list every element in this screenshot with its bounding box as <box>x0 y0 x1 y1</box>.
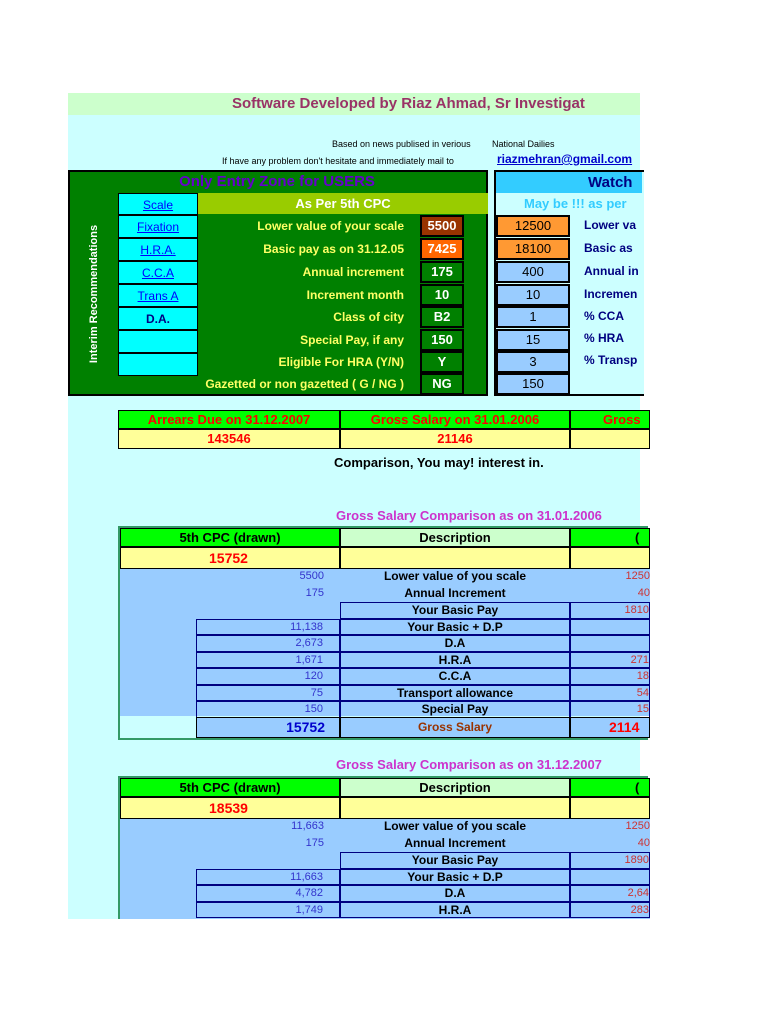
label-increment-month: Increment month <box>306 288 404 302</box>
gross-next-value <box>570 429 650 449</box>
gross-next-header: Gross <box>570 410 650 429</box>
comp2-total-right <box>570 797 650 819</box>
comp2-col-left: 5th CPC (drawn) <box>120 778 340 797</box>
comp2-row-value-left: 4,782 <box>196 885 340 902</box>
side-label: Interim Recommendations <box>88 224 100 364</box>
comp1-row-description: D.A <box>340 635 570 652</box>
comp1-row-value-left: 150 <box>196 701 340 718</box>
label-lower-value: Lower value of your scale <box>257 219 404 233</box>
comp2-row-value-right: 283 <box>570 902 650 919</box>
label-gazetted: Gazetted or non gazetted ( G / NG ) <box>205 377 404 391</box>
input-eligible-hra[interactable]: Y <box>420 351 464 373</box>
comp1-gross-left: 15752 <box>196 717 340 738</box>
comp1-row-value-right: 271 <box>570 652 650 669</box>
comp1-row-description: Your Basic + D.P <box>340 619 570 636</box>
comp1-row-value-right: 18 <box>570 668 650 685</box>
comp1-col-mid: Description <box>340 528 570 547</box>
comp1-row-value-left <box>120 602 340 619</box>
comp1-row-value-right: 40 <box>637 586 650 599</box>
note-line-1a: Based on news publised in verious <box>332 139 471 149</box>
comp2-row-description: Your Basic Pay <box>340 852 570 869</box>
comp1-row-value-right <box>570 635 650 652</box>
comp1-row-description: Transport allowance <box>340 685 570 702</box>
comp2-row-value-left: 175 <box>305 836 324 849</box>
watch-header: Watch <box>496 172 642 193</box>
da-link[interactable]: D.A. <box>118 307 198 330</box>
comp1-row-description: Your Basic Pay <box>340 602 570 619</box>
comp1-row-value-right <box>570 619 650 636</box>
watch-label-cca: % CCA <box>584 309 625 323</box>
comp1-row-value-left: 11,138 <box>196 619 340 636</box>
blank-link-2[interactable] <box>118 353 198 376</box>
comp1-col-left: 5th CPC (drawn) <box>120 528 340 547</box>
comp1-row-value-right: 54 <box>570 685 650 702</box>
comp1-row-value-left: 5500 <box>299 570 324 582</box>
comp1-row-description: C.C.A <box>340 668 570 685</box>
watch-value-cca[interactable]: 1 <box>496 306 570 328</box>
comp1-row-value-left: 1,671 <box>196 652 340 669</box>
arrears-header: Arrears Due on 31.12.2007 <box>118 410 340 429</box>
comp1-row-description: Lower value of you scale <box>383 569 527 583</box>
arrears-value: 143546 <box>118 429 340 449</box>
comp2-row-value-right: 2,64 <box>570 885 650 902</box>
side-label-box <box>70 194 118 392</box>
comp2-row-value-right <box>570 869 650 886</box>
input-basic-pay[interactable]: 7425 <box>420 238 464 260</box>
comp2-row-value-left <box>120 852 340 869</box>
comp2-row-value-left: 11,663 <box>196 869 340 886</box>
scale-link[interactable]: Scale <box>118 193 198 215</box>
comp1-row-value-right: 1250 <box>625 570 650 582</box>
trans-a-link[interactable]: Trans A <box>118 284 198 307</box>
label-basic-pay: Basic pay as on 31.12.05 <box>263 242 404 256</box>
label-class-of-city: Class of city <box>333 310 404 324</box>
watch-value-increment[interactable]: 400 <box>496 261 570 283</box>
comp2-row-description: D.A <box>340 885 570 902</box>
hra-link[interactable]: H.R.A. <box>118 238 198 261</box>
comp1-row-description: Annual Increment <box>404 585 506 600</box>
watch-value-month[interactable]: 10 <box>496 284 570 306</box>
comp1-col-right: ( <box>570 528 650 547</box>
comp2-row-description: H.R.A <box>340 902 570 919</box>
fixation-link[interactable]: Fixation <box>118 215 198 238</box>
watch-label-annual: Annual in <box>584 264 639 278</box>
watch-label-hra: % HRA <box>584 331 625 345</box>
comparison-note: Comparison, You may! interest in. <box>334 455 544 470</box>
watch-label-lower: Lower va <box>584 218 637 232</box>
comp1-total-mid <box>340 547 570 569</box>
input-increment-month[interactable]: 10 <box>420 284 464 306</box>
email-link[interactable]: riazmehran@gmail.com <box>497 152 633 166</box>
comp2-row-value-right: 40 <box>637 836 650 849</box>
watch-value-lower[interactable]: 12500 <box>496 215 570 237</box>
comp2-row-value-right: 1250 <box>625 820 650 832</box>
comp1-row-value-right: 1810 <box>570 602 650 619</box>
watch-label-increment: Incremen <box>584 287 638 301</box>
comp1-row-value-left: 75 <box>196 685 340 702</box>
title-bar <box>68 93 640 115</box>
comp1-row-value-right: 15 <box>570 701 650 718</box>
input-annual-increment[interactable]: 175 <box>420 261 464 283</box>
input-lower-value[interactable]: 5500 <box>420 215 464 237</box>
comp2-total-mid <box>340 797 570 819</box>
label-annual-increment: Annual increment <box>302 265 404 279</box>
comp2-row-value-right: 1890 <box>570 852 650 869</box>
gross-2006-header: Gross Salary on 31.01.2006 <box>340 410 570 429</box>
entry-zone-header: Only Entry Zone for USERS <box>179 173 375 190</box>
comp2-row-description: Lower value of you scale <box>383 819 527 833</box>
comp1-title: Gross Salary Comparison as on 31.01.2006 <box>336 508 602 523</box>
watch-label-transport: % Transp <box>584 353 638 367</box>
watch-value-basic[interactable]: 18100 <box>496 238 570 260</box>
comp2-col-mid: Description <box>340 778 570 797</box>
label-eligible-hra: Eligible For HRA (Y/N) <box>278 355 404 369</box>
comp2-total-top: 18539 <box>120 797 340 819</box>
watch-sub-header: May be !!! as per <box>496 193 642 214</box>
spreadsheet-area <box>68 93 650 919</box>
comp2-row-value-left: 11,663 <box>291 820 324 832</box>
comp1-row-description: H.R.A <box>340 652 570 669</box>
input-special-pay[interactable]: 150 <box>420 329 464 351</box>
watch-value-transport[interactable]: 3 <box>496 351 570 373</box>
label-special-pay: Special Pay, if any <box>300 333 404 347</box>
comp1-gross-label: Gross Salary <box>340 717 570 738</box>
comp1-row-value-left: 175 <box>305 586 324 599</box>
note-line-1b: National Dailies <box>492 139 555 149</box>
comp1-row-value-left: 2,673 <box>196 635 340 652</box>
gross-2006-value: 21146 <box>340 429 570 449</box>
comp2-row-value-left: 1,749 <box>196 902 340 919</box>
comp1-row-value-left: 120 <box>196 668 340 685</box>
watch-value-special[interactable]: 150 <box>496 373 570 395</box>
entry-zone-header-right <box>434 172 486 192</box>
comp1-total-right <box>570 547 650 569</box>
cca-link[interactable]: C.C.A <box>118 261 198 284</box>
blank-link-1[interactable] <box>118 330 198 353</box>
comp2-row-description: Your Basic + D.P <box>340 869 570 886</box>
app-title: Software Developed by Riaz Ahmad, Sr Investigat <box>232 95 585 112</box>
input-class-of-city[interactable]: B2 <box>420 306 464 328</box>
comp2-col-right: ( <box>570 778 650 797</box>
note-line-2: If have any problem don't hesitate and immediately mail to <box>222 156 454 166</box>
comp2-title: Gross Salary Comparison as on 31.12.2007 <box>336 757 602 772</box>
comp2-row-description: Annual Increment <box>404 835 506 850</box>
watch-label-basic: Basic as <box>584 241 633 255</box>
comp1-total-top: 15752 <box>120 547 340 569</box>
comp1-gross-right: 2114 <box>570 717 650 738</box>
input-gazetted[interactable]: NG <box>420 373 464 395</box>
comp1-row-description: Special Pay <box>340 701 570 718</box>
watch-value-hra[interactable]: 15 <box>496 329 570 351</box>
entry-sub-header: As Per 5th CPC <box>198 193 488 214</box>
